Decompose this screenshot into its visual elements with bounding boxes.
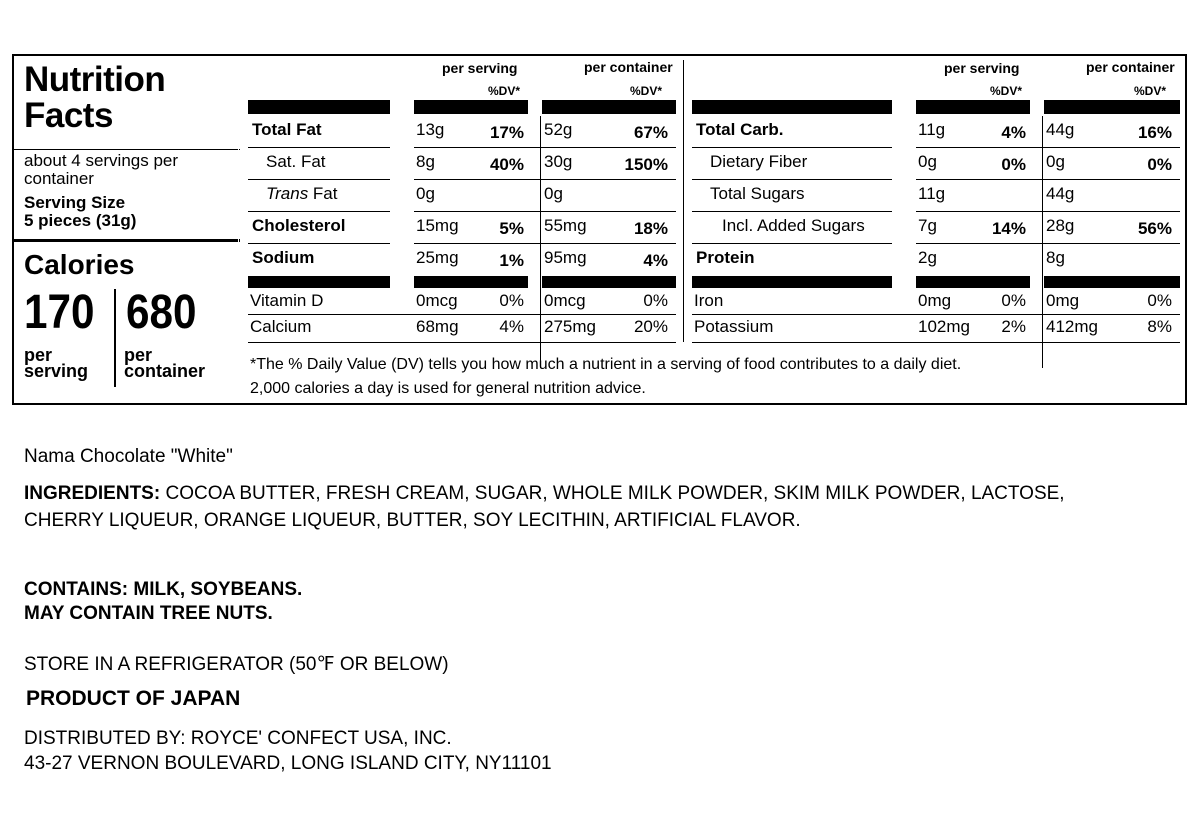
row-divider xyxy=(248,147,390,148)
divider xyxy=(14,149,240,150)
section-bar xyxy=(692,276,892,288)
left-nutrient-name: Cholesterol xyxy=(252,216,346,235)
serving-size-value: 5 pieces (31g) xyxy=(24,211,137,230)
right-nutrient-name: Incl. Added Sugars xyxy=(722,216,865,235)
right-amount-per-container: 44g xyxy=(1046,120,1075,139)
right-dv-per-container: 56% xyxy=(1137,219,1172,238)
left-vitamin-dv-per-serving: 4% xyxy=(499,317,524,336)
left-amount-per-serving: 13g xyxy=(416,120,445,139)
left-dv-per-serving: 1% xyxy=(499,251,524,270)
left-amount-per-container: 30g xyxy=(544,152,573,171)
header-bar xyxy=(916,100,1030,114)
calories-per-serving: 170 xyxy=(24,286,95,339)
section-bar xyxy=(916,276,1030,288)
column-divider xyxy=(540,116,541,368)
country-of-origin: PRODUCT OF JAPAN xyxy=(26,687,241,710)
right-amount-per-container: 28g xyxy=(1046,216,1075,235)
left-header-dv: %DV* xyxy=(488,84,521,98)
row-divider xyxy=(692,179,892,180)
right-amount-per-serving: 7g xyxy=(918,216,937,235)
table-separator xyxy=(683,60,684,342)
row-divider xyxy=(248,243,390,244)
title-line2: Facts xyxy=(24,96,113,135)
left-dv-per-container: 150% xyxy=(624,155,668,174)
row-divider xyxy=(692,243,892,244)
nutrition-facts-title xyxy=(24,62,165,134)
right-header-dv: %DV* xyxy=(990,84,1023,98)
vitamin-divider xyxy=(248,314,676,315)
section-bar xyxy=(414,276,528,288)
ingredients-label: INGREDIENTS: xyxy=(24,483,161,504)
row-divider xyxy=(414,243,676,244)
right-vitamin-amount-per-container: 412mg xyxy=(1046,317,1098,336)
right-dv-per-serving: 14% xyxy=(991,219,1026,238)
left-amount-per-container: 95mg xyxy=(544,248,587,267)
left-amount-per-serving: 8g xyxy=(416,152,435,171)
left-header-dv: %DV* xyxy=(630,84,663,98)
calories-label: Calories xyxy=(24,249,135,280)
right-nutrient-name: Protein xyxy=(696,248,755,267)
header-bar xyxy=(542,100,676,114)
right-header-per-serving: per serving xyxy=(944,60,1020,76)
left-header-per-serving: per serving xyxy=(442,60,518,76)
row-divider xyxy=(248,179,390,180)
left-vitamin-amount-per-container: 0mcg xyxy=(544,291,586,310)
right-amount-per-container: 8g xyxy=(1046,248,1065,267)
ingredients-line xyxy=(24,481,1065,507)
allergen-contains: CONTAINS: MILK, SOYBEANS. xyxy=(24,579,303,600)
column-divider xyxy=(1042,116,1043,368)
left-nutrient-name: Total Fat xyxy=(252,120,322,139)
row-divider xyxy=(916,243,1180,244)
row-divider xyxy=(692,147,892,148)
right-vitamin-amount-per-container: 0mg xyxy=(1046,291,1080,310)
left-nutrient-name: Sat. Fat xyxy=(266,152,326,171)
serving-size xyxy=(24,194,234,230)
per-container-caption xyxy=(124,347,205,379)
left-header-per-container: per container xyxy=(584,59,673,75)
right-dv-per-container: 16% xyxy=(1137,123,1172,142)
title-line1: Nutrition xyxy=(24,60,166,99)
distributor-address: 43-27 VERNON BOULEVARD, LONG ISLAND CITY, NY11101 xyxy=(24,753,552,774)
vitamin-divider xyxy=(248,342,676,343)
left-vitamin-dv-per-serving: 0% xyxy=(499,291,524,310)
ingredients-text: COCOA BUTTER, FRESH CREAM, SUGAR, WHOLE MILK POWDER, SKIM MILK POWDER, LACTOSE, xyxy=(165,483,1065,504)
divider xyxy=(14,239,240,242)
section-bar xyxy=(248,276,390,288)
product-name: Nama Chocolate "White" xyxy=(24,446,233,467)
footnote-line: 2,000 calories a day is used for general nutrition advice. xyxy=(250,380,646,397)
right-nutrient-name: Dietary Fiber xyxy=(710,152,808,171)
distributor-line: DISTRIBUTED BY: ROYCE' CONFECT USA, INC. xyxy=(24,728,452,749)
right-amount-per-serving: 0g xyxy=(918,152,937,171)
caption-line: serving xyxy=(24,361,89,381)
right-dv-per-serving: 0% xyxy=(1001,155,1026,174)
storage-instructions: STORE IN A REFRIGERATOR (50℉ OR BELOW) xyxy=(24,654,449,675)
row-divider xyxy=(916,211,1180,212)
left-dv-per-container: 4% xyxy=(643,251,668,270)
caption-line: per xyxy=(124,345,153,365)
left-amount-per-serving: 15mg xyxy=(416,216,459,235)
per-serving-caption xyxy=(24,347,88,379)
left-dv-per-serving: 5% xyxy=(499,219,524,238)
right-amount-per-serving: 11g xyxy=(918,184,946,203)
left-amount-per-container: 55mg xyxy=(544,216,587,235)
vitamin-divider xyxy=(692,342,1180,343)
section-bar xyxy=(1044,276,1180,288)
servings-per-container: about 4 servings per container xyxy=(24,151,179,188)
right-dv-per-container: 0% xyxy=(1147,155,1172,174)
row-divider xyxy=(414,179,676,180)
row-divider xyxy=(248,211,390,212)
right-header-dv: %DV* xyxy=(1134,84,1167,98)
row-divider xyxy=(414,211,676,212)
left-dv-per-serving: 40% xyxy=(489,155,524,174)
right-amount-per-container: 44g xyxy=(1046,184,1075,203)
left-amount-per-container: 52g xyxy=(544,120,573,139)
right-dv-per-serving: 4% xyxy=(1001,123,1026,142)
daily-value-footnote xyxy=(250,353,1170,401)
row-divider xyxy=(916,179,1180,180)
right-vitamin-dv-per-container: 0% xyxy=(1147,291,1172,310)
left-dv-per-container: 67% xyxy=(633,123,668,142)
calories-per-container: 680 xyxy=(126,286,197,339)
left-amount-per-serving: 25mg xyxy=(416,248,459,267)
header-bar xyxy=(248,100,390,114)
right-amount-per-serving: 2g xyxy=(918,248,937,267)
header-bar xyxy=(1044,100,1180,114)
row-divider xyxy=(916,147,1180,148)
left-vitamin-amount-per-container: 275mg xyxy=(544,317,596,336)
left-nutrient-name xyxy=(266,184,338,204)
footnote-line: *The % Daily Value (DV) tells you how much a nutrient in a serving of food contributes to a daily diet. xyxy=(250,356,962,373)
header-bar xyxy=(414,100,528,114)
left-dv-per-serving: 17% xyxy=(489,123,524,142)
row-divider xyxy=(692,211,892,212)
nutrition-facts-panel xyxy=(12,54,1187,405)
right-vitamin-dv-per-serving: 0% xyxy=(1001,291,1026,310)
right-vitamin-name: Iron xyxy=(694,291,724,310)
left-vitamin-name: Vitamin D xyxy=(250,291,324,310)
left-amount-per-serving: 0g xyxy=(416,184,435,203)
section-bar xyxy=(542,276,676,288)
serving-size-label: Serving Size xyxy=(24,193,126,212)
left-amount-per-container: 0g xyxy=(544,184,563,203)
left-vitamin-amount-per-serving: 0mcg xyxy=(416,291,458,310)
right-vitamin-dv-per-container: 8% xyxy=(1147,317,1172,336)
right-nutrient-name: Total Sugars xyxy=(710,184,805,203)
header-bar xyxy=(692,100,892,114)
right-nutrient-name: Total Carb. xyxy=(696,120,784,139)
right-amount-per-container: 0g xyxy=(1046,152,1065,171)
left-vitamin-amount-per-serving: 68mg xyxy=(416,317,459,336)
row-divider xyxy=(414,147,676,148)
vitamin-divider xyxy=(692,314,1180,315)
ingredients-line: CHERRY LIQUEUR, ORANGE LIQUEUR, BUTTER, SOY LECITHIN, ARTIFICIAL FLAVOR. xyxy=(24,510,801,531)
nutrient-name-rest: Fat xyxy=(308,184,338,203)
right-header-per-container: per container xyxy=(1086,59,1175,75)
right-vitamin-name: Potassium xyxy=(694,317,774,336)
left-vitamin-name: Calcium xyxy=(250,317,312,336)
calories-divider xyxy=(114,289,116,387)
left-nutrient-name: Sodium xyxy=(252,248,315,267)
left-dv-per-container: 18% xyxy=(633,219,668,238)
allergen-may-contain: MAY CONTAIN TREE NUTS. xyxy=(24,603,273,624)
caption-line: container xyxy=(124,361,206,381)
right-vitamin-dv-per-serving: 2% xyxy=(1001,317,1026,336)
right-vitamin-amount-per-serving: 0mg xyxy=(918,291,952,310)
caption-line: per xyxy=(24,345,53,365)
left-vitamin-dv-per-container: 0% xyxy=(643,291,668,310)
right-vitamin-amount-per-serving: 102mg xyxy=(918,317,970,336)
right-amount-per-serving: 11g xyxy=(918,120,946,139)
left-vitamin-dv-per-container: 20% xyxy=(633,317,668,336)
nutrient-name-italic: Trans xyxy=(266,184,309,203)
spacer xyxy=(238,60,239,394)
